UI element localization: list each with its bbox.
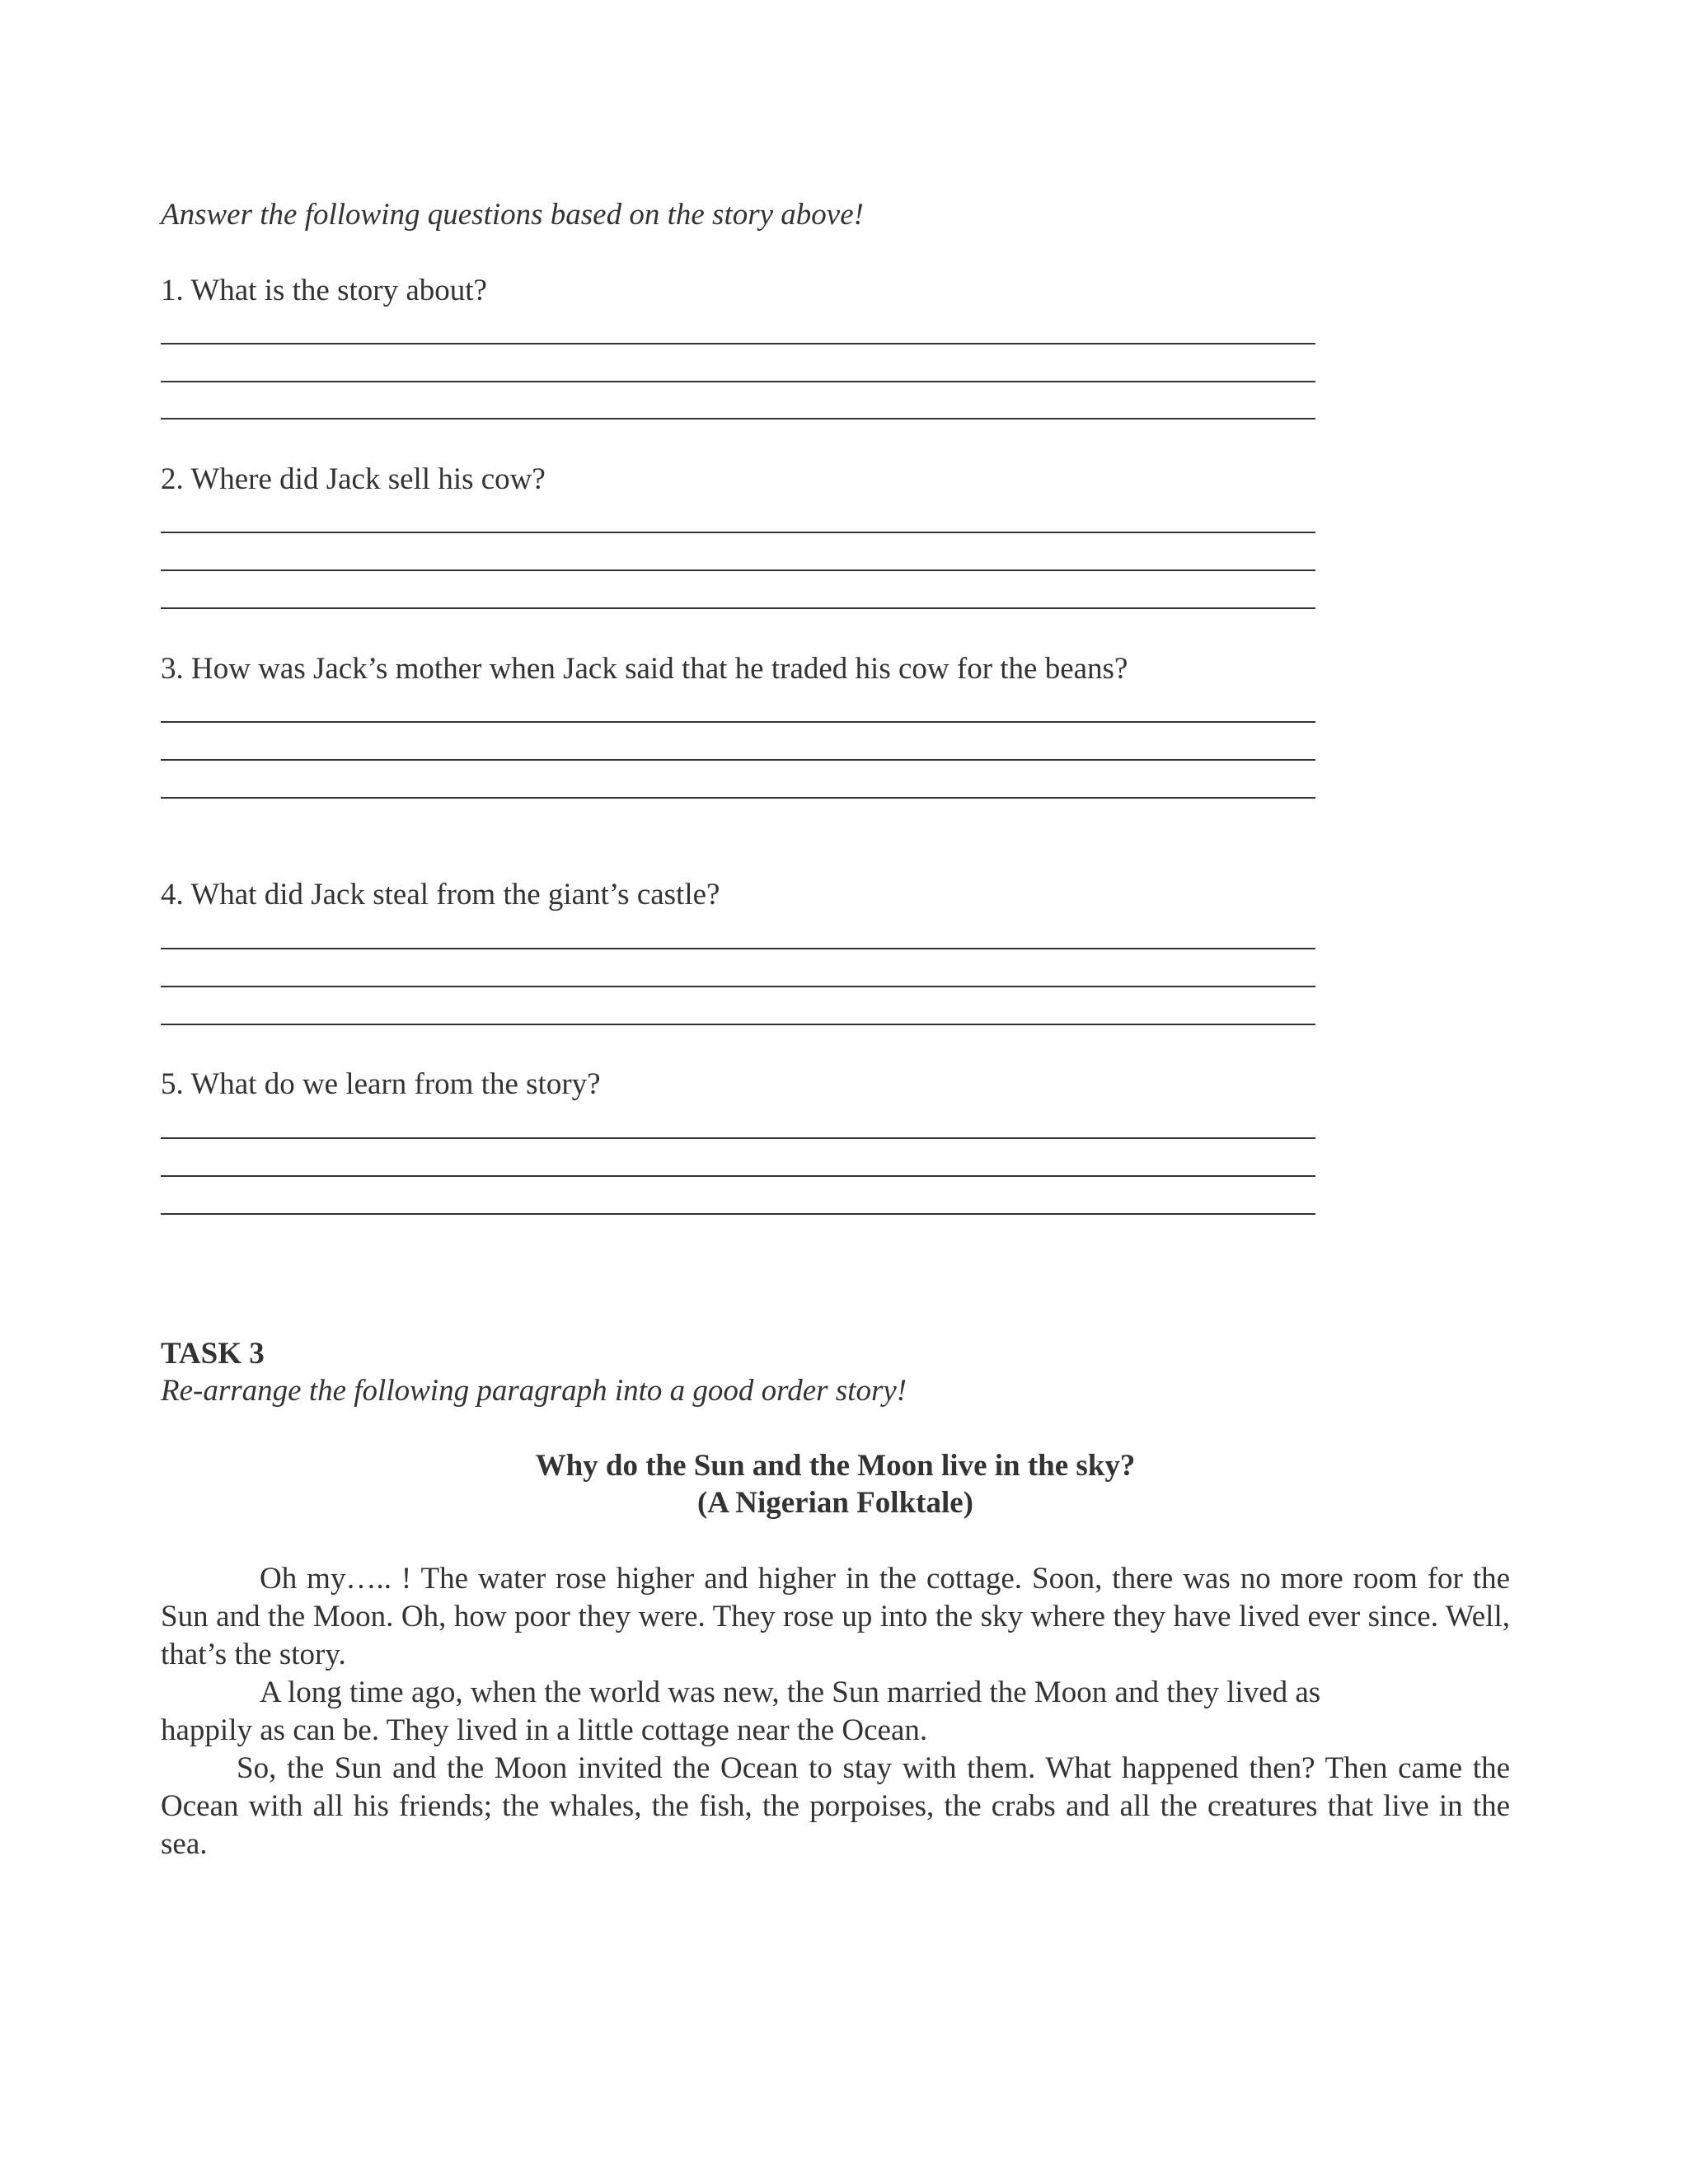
story-paragraph-1: Oh my….. ! The water rose higher and higher in the cottage. Soon, there was no more room for the Sun and the Moon. Oh, how poor they were. They rose up into the sky where they have lived ever since. Well, that’s the story. [161, 1562, 1510, 1671]
answer-line[interactable] [161, 607, 1315, 609]
answer-line[interactable] [161, 532, 1315, 533]
question-text: 4. What did Jack steal from the giant’s castle? [161, 878, 720, 912]
answer-line[interactable] [161, 343, 1315, 344]
answer-line[interactable] [161, 1137, 1315, 1139]
answer-line[interactable] [161, 1213, 1315, 1215]
task-3-heading: TASK 3 [161, 1337, 265, 1371]
story-subtitle: (A Nigerian Folktale) [696, 1486, 973, 1520]
answer-line[interactable] [161, 418, 1315, 419]
answer-line[interactable] [161, 381, 1315, 382]
answer-line[interactable] [161, 721, 1315, 723]
story-paragraph-3: So, the Sun and the Moon invited the Ocean to stay with them. What happened then? Then came the Ocean with all his friends; the whales, the fish, the porpoises, the crabs and all the creatures that live in the sea. [161, 1751, 1510, 1861]
answer-line[interactable] [161, 986, 1315, 987]
answer-line[interactable] [161, 797, 1315, 799]
answer-line[interactable] [161, 1175, 1315, 1177]
story-paragraph-2: A long time ago, when the world was new, the Sun married the Moon and they lived as happily as can be. They lived in a little cottage near the Ocean. [161, 1675, 1321, 1747]
task-3-instruction: Re-arrange the following paragraph into a good order story! [161, 1374, 907, 1408]
questions-instruction: Answer the following questions based on the story above! [161, 198, 864, 232]
question-text: 1. What is the story about? [161, 274, 487, 307]
question-text: 5. What do we learn from the story? [161, 1067, 601, 1101]
question-text: 3. How was Jack’s mother when Jack said that he traded his cow for the beans? [161, 652, 1128, 686]
answer-line[interactable] [161, 569, 1315, 571]
answer-line[interactable] [161, 948, 1315, 949]
answer-line[interactable] [161, 1024, 1315, 1025]
story-title: Why do the Sun and the Moon live in the sky? [535, 1449, 1136, 1483]
question-text: 2. Where did Jack sell his cow? [161, 462, 546, 496]
answer-line[interactable] [161, 759, 1315, 761]
